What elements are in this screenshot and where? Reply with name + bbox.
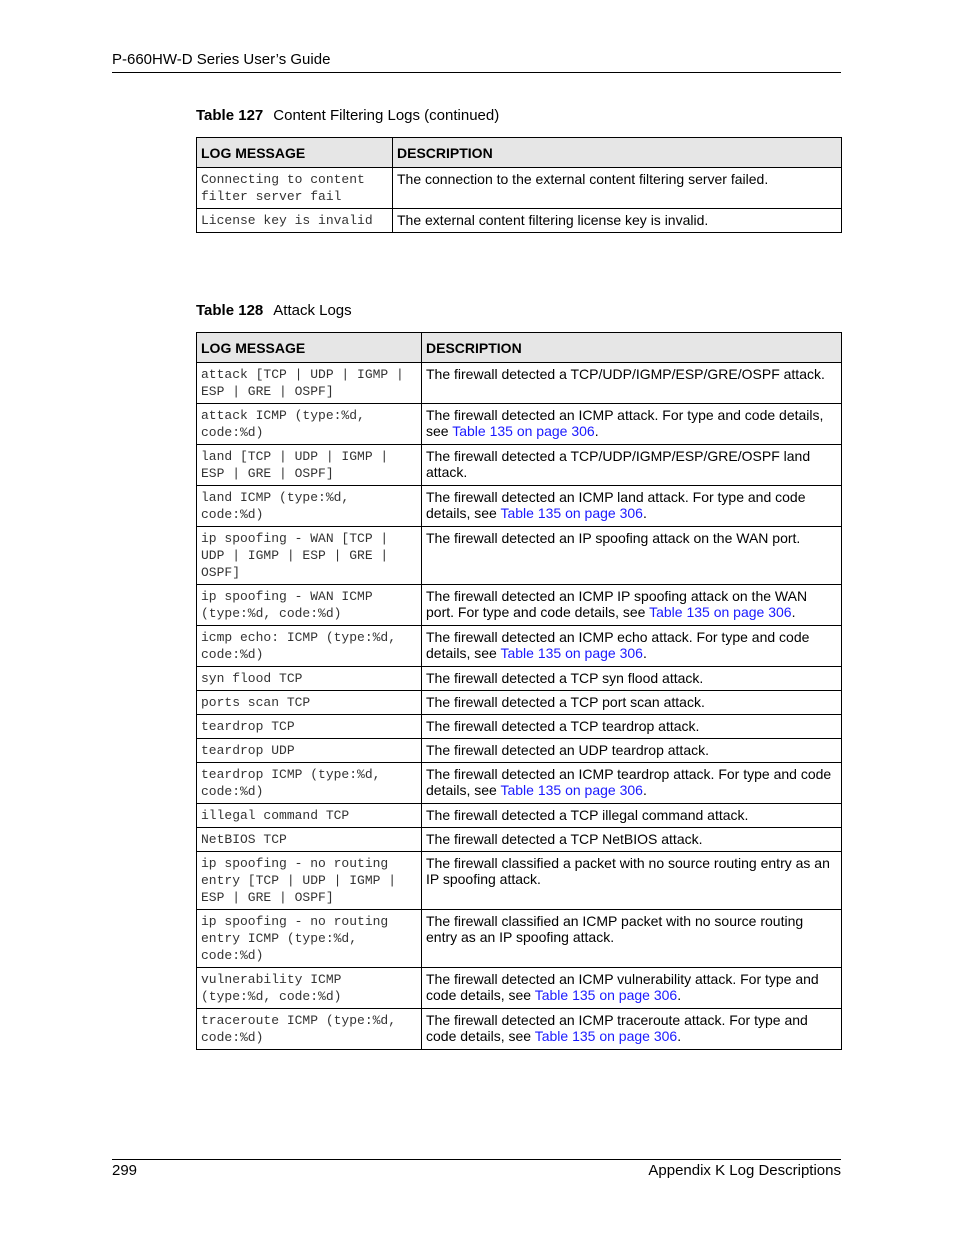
attack-logs-table (196, 332, 842, 1050)
description-text: The firewall detected an ICMP IP spoofing attack on the WAN port. For type and code details, see (426, 588, 808, 620)
log-message-cell: teardrop UDP (197, 739, 422, 763)
table-128-caption (196, 302, 352, 319)
table-row (197, 1009, 842, 1050)
column-header-log-message: LOG MESSAGE (197, 333, 422, 363)
log-message-cell: ports scan TCP (197, 691, 422, 715)
log-message-cell: ip spoofing - WAN ICMP (type:%d, code:%d) (197, 585, 422, 626)
table-reference-link[interactable]: Table 135 on page 306 (534, 987, 678, 1003)
log-message-cell: land [TCP | UDP | IGMP | ESP | GRE | OSPF] (197, 445, 422, 486)
description-text: The firewall detected an ICMP land attack. For type and code details, see (426, 489, 806, 521)
table-row (197, 363, 842, 404)
description-text: The firewall detected a TCP illegal command attack. (426, 807, 749, 823)
table-row (197, 667, 842, 691)
table-row (197, 910, 842, 968)
log-message-cell: teardrop TCP (197, 715, 422, 739)
log-message-cell: ip spoofing - WAN [TCP | UDP | IGMP | ESP | GRE | OSPF] (197, 527, 422, 585)
log-message-cell: Connecting to content filter server fail (197, 168, 393, 209)
description-cell: The firewall detected an ICMP echo attack. For type and code details, see Table 135 on page 306. (422, 626, 842, 667)
description-cell (422, 445, 842, 486)
log-message-cell: traceroute ICMP (type:%d, code:%d) (197, 1009, 422, 1050)
log-message-cell: vulnerability ICMP (type:%d, code:%d) (197, 968, 422, 1009)
table-reference-link[interactable]: Table 135 on page 306 (649, 604, 792, 620)
description-text: The firewall detected an ICMP echo attack. For type and code details, see (426, 629, 810, 661)
description-cell (422, 527, 842, 585)
description-cell: The firewall detected an ICMP vulnerability attack. For type and code details, see Table 135 on page 306. (422, 968, 842, 1009)
table-header-row (197, 138, 842, 168)
log-message-cell: ip spoofing - no routing entry ICMP (type:%d, code:%d) (197, 910, 422, 968)
header-divider (112, 72, 841, 73)
table-row (197, 763, 842, 804)
description-cell: The firewall detected an ICMP attack. For type and code details, see Table 135 on page 306. (422, 404, 842, 445)
table-127-caption (196, 107, 499, 124)
description-cell (422, 363, 842, 404)
description-text: The firewall classified an ICMP packet with no source routing entry as an IP spoofing attack. (426, 913, 804, 945)
log-message-cell: License key is invalid (197, 209, 393, 233)
table-reference-link[interactable]: Table 135 on page 306 (534, 1028, 678, 1044)
description-cell (422, 739, 842, 763)
content-filtering-logs-table (196, 137, 842, 233)
table-reference-link[interactable]: Table 135 on page 306 (452, 423, 595, 439)
description-text: The firewall detected an ICMP vulnerability attack. For type and code details, see (426, 971, 819, 1003)
description-text: The firewall classified a packet with no source routing entry as an IP spoofing attack. (426, 855, 830, 887)
description-cell (393, 209, 842, 233)
table-row (197, 715, 842, 739)
description-text: The firewall detected an ICMP teardrop attack. For type and code details, see (426, 766, 832, 798)
table-row (197, 585, 842, 626)
table-row (197, 445, 842, 486)
description-cell (422, 910, 842, 968)
log-message-cell: attack ICMP (type:%d, code:%d) (197, 404, 422, 445)
description-cell (422, 691, 842, 715)
description-cell (422, 667, 842, 691)
description-cell (422, 715, 842, 739)
table-row (197, 739, 842, 763)
column-header-description: DESCRIPTION (393, 138, 842, 168)
description-text: The firewall detected a TCP/UDP/IGMP/ESP/GRE/OSPF land attack. (426, 448, 811, 480)
description-text: The firewall detected an IP spoofing attack on the WAN port. (426, 530, 801, 546)
table-row (197, 209, 842, 233)
description-text: The firewall detected a TCP NetBIOS attack. (426, 831, 703, 847)
log-message-cell: attack [TCP | UDP | IGMP | ESP | GRE | OSPF] (197, 363, 422, 404)
page-number: 299 (112, 1162, 138, 1179)
description-text: The firewall detected a TCP syn flood attack. (426, 670, 704, 686)
footer-divider (112, 1159, 841, 1160)
log-message-cell: illegal command TCP (197, 804, 422, 828)
log-message-cell: icmp echo: ICMP (type:%d, code:%d) (197, 626, 422, 667)
table-128-number: Table 128 (196, 302, 264, 319)
table-reference-link[interactable]: Table 135 on page 306 (500, 645, 643, 661)
log-message-cell: teardrop ICMP (type:%d, code:%d) (197, 763, 422, 804)
table-row (197, 852, 842, 910)
table-row (197, 804, 842, 828)
table-127-title: Content Filtering Logs (continued) (273, 107, 500, 124)
description-text: The connection to the external content filtering server failed. (397, 171, 769, 187)
table-row (197, 486, 842, 527)
column-header-log-message: LOG MESSAGE (197, 138, 393, 168)
table-row (197, 968, 842, 1009)
description-text: The firewall detected a TCP port scan attack. (426, 694, 705, 710)
description-cell: The firewall detected an ICMP IP spoofing attack on the WAN port. For type and code details, see Table 135 on page 306. (422, 585, 842, 626)
table-reference-link[interactable]: Table 135 on page 306 (500, 505, 643, 521)
description-cell (422, 852, 842, 910)
log-message-cell: land ICMP (type:%d, code:%d) (197, 486, 422, 527)
description-text: The firewall detected an UDP teardrop attack. (426, 742, 710, 758)
description-text: The firewall detected a TCP teardrop attack. (426, 718, 700, 734)
description-text: The firewall detected a TCP/UDP/IGMP/ESP/GRE/OSPF attack. (426, 366, 825, 382)
description-cell: The firewall detected an ICMP land attack. For type and code details, see Table 135 on page 306. (422, 486, 842, 527)
table-127-number: Table 127 (196, 107, 264, 124)
description-text: The firewall detected an ICMP attack. For type and code details, see (426, 407, 824, 439)
footer-section-title: Appendix K Log Descriptions (648, 1162, 841, 1179)
description-text: The firewall detected an ICMP traceroute attack. For type and code details, see (426, 1012, 808, 1044)
table-row (197, 691, 842, 715)
table-row (197, 168, 842, 209)
description-cell: The firewall detected an ICMP traceroute attack. For type and code details, see Table 135 on page 306. (422, 1009, 842, 1050)
page-header-title: P-660HW-D Series User’s Guide (112, 51, 331, 68)
table-row (197, 828, 842, 852)
table-row (197, 404, 842, 445)
table-reference-link[interactable]: Table 135 on page 306 (500, 782, 643, 798)
description-cell (422, 828, 842, 852)
table-row (197, 626, 842, 667)
description-text: The external content filtering license key is invalid. (397, 212, 709, 228)
column-header-description: DESCRIPTION (422, 333, 842, 363)
table-header-row (197, 333, 842, 363)
table-128-title: Attack Logs (273, 302, 352, 319)
log-message-cell: syn flood TCP (197, 667, 422, 691)
description-cell: The firewall detected an ICMP teardrop attack. For type and code details, see Table 135 on page 306. (422, 763, 842, 804)
log-message-cell: ip spoofing - no routing entry [TCP | UDP | IGMP | ESP | GRE | OSPF] (197, 852, 422, 910)
description-cell (422, 804, 842, 828)
description-cell (393, 168, 842, 209)
table-row (197, 527, 842, 585)
log-message-cell: NetBIOS TCP (197, 828, 422, 852)
